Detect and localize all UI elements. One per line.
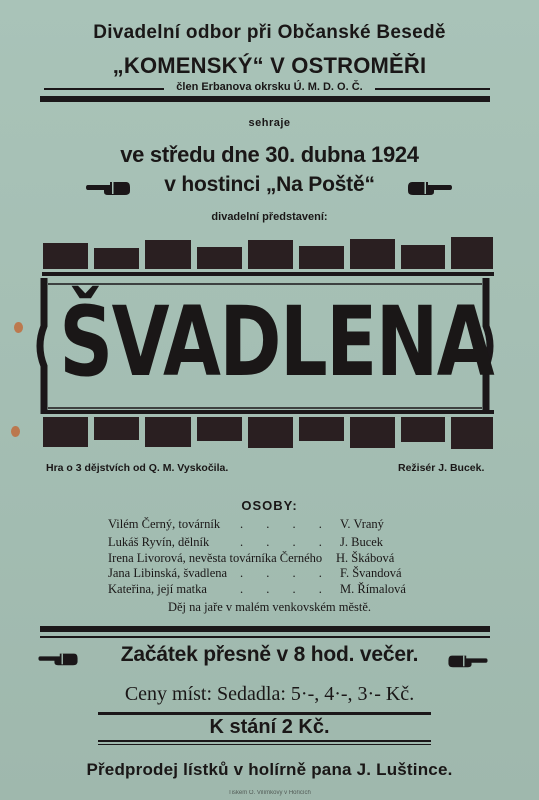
pointing-hand-icon [408, 179, 452, 197]
cast-dots: . . . . [240, 582, 332, 596]
intro-verb: sehraje [248, 117, 291, 129]
cast-role: Irena Livorová, nevěsta továrníka Černého [108, 551, 323, 565]
header-rule-thick [40, 96, 490, 102]
punch-hole [11, 426, 20, 437]
cast-actor: F. Švandová [340, 566, 402, 580]
footer-rule-top [40, 626, 490, 632]
performance-venue: v hostinci „Na Poště“ [164, 173, 375, 196]
cast-dots: . . . . [240, 566, 332, 580]
pointing-hand-icon [448, 653, 488, 669]
cast-role: Vilém Černý, továrník [108, 517, 221, 531]
cast-actor: M. Římalová [340, 582, 406, 596]
play-director: Režisér J. Bucek. [398, 462, 485, 474]
cast-actor: V. Vraný [340, 517, 384, 531]
cast-actor: J. Bucek [340, 535, 384, 549]
presale-note: Předprodej lístků v holírně pana J. Luštince. [86, 760, 453, 779]
standing-rule-bottom-2 [98, 744, 431, 745]
footer-rule-thin [40, 636, 490, 638]
cast-role: Lukáš Ryvín, dělník [108, 535, 210, 549]
cast-role: Jana Libinská, švadlena [108, 566, 228, 580]
cast-dots: . . . . [240, 535, 332, 549]
cast-actor: H. Škábová [336, 551, 395, 565]
header-line-2: „KOMENSKÝ“ V OSTROMĚŘI [112, 53, 427, 78]
performance-kind: divadelní představení: [211, 211, 328, 223]
header-line-1: Divadelní odbor při Občanské Besedě [93, 22, 446, 43]
standing-price: K stání 2 Kč. [209, 716, 330, 738]
punch-hole [14, 322, 23, 333]
header-rule-right [375, 88, 490, 90]
cast-heading: OSOBY: [241, 498, 298, 513]
header-line-3: člen Erbanova okrsku Ú. M. D. O. Č. [176, 81, 363, 93]
start-time: Začátek přesně v 8 hod. večer. [120, 643, 419, 666]
standing-rule-bottom [98, 740, 431, 742]
ticket-prices: Ceny míst: Sedadla: 5·-, 4·-, 3·- Kč. [124, 683, 415, 705]
performance-date: ve středu dne 30. dubna 1924 [120, 142, 419, 167]
cast-setting: Děj na jaře v malém venkovském městě. [167, 600, 372, 614]
play-title: ŠVADLENA [59, 286, 494, 398]
cast-dots: . . . . [240, 517, 332, 531]
play-subtitle: Hra o 3 dějstvích od Q. M. Vyskočila. [46, 462, 229, 474]
standing-rule-top [98, 712, 431, 715]
cast-role: Kateřina, její matka [108, 582, 207, 596]
printer-imprint: Tiskem O. Vilímkovy v Hořicích [228, 790, 311, 796]
